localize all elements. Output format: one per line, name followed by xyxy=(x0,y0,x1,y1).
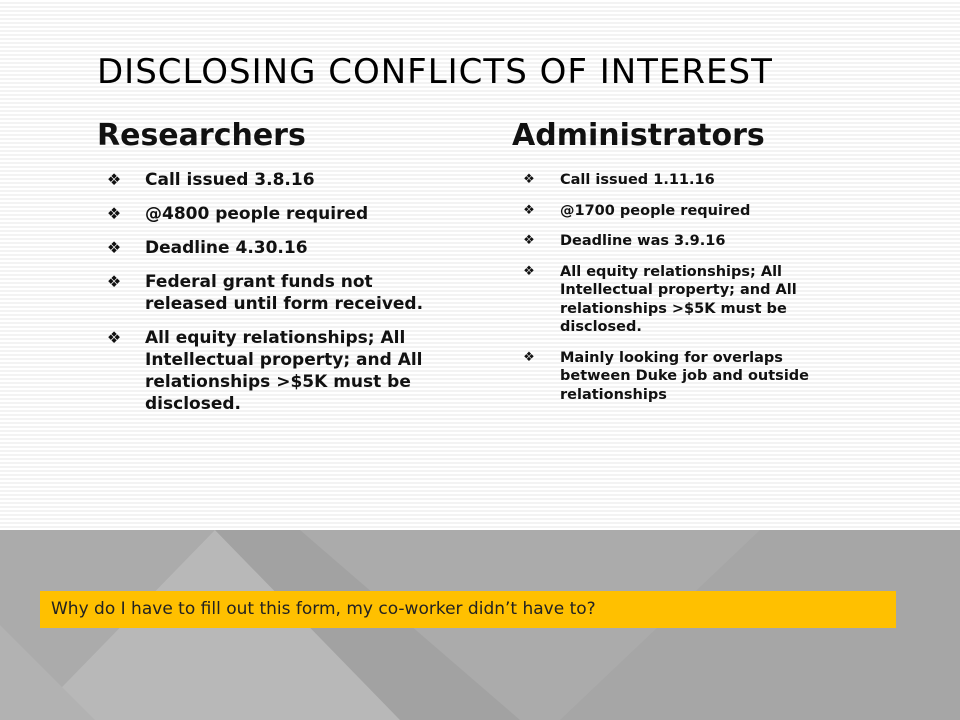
list-item xyxy=(512,232,832,251)
slide-title: DISCLOSING CONFLICTS OF INTEREST xyxy=(97,52,773,92)
diamond-bullet-icon: ❖ xyxy=(523,233,535,248)
diamond-bullet-icon: ❖ xyxy=(106,204,122,223)
administrators-list xyxy=(512,171,832,404)
list-item xyxy=(97,271,437,315)
diamond-bullet-icon: ❖ xyxy=(523,349,535,365)
list-item-text: @1700 people required xyxy=(560,202,751,219)
list-item xyxy=(512,171,832,190)
list-item-text: Deadline was 3.9.16 xyxy=(560,233,726,249)
list-item-text: All equity relationships; All Intellectual property; and All relationships >$5K must be disclosed. xyxy=(145,328,423,414)
diamond-bullet-icon: ❖ xyxy=(106,238,122,257)
diamond-bullet-icon: ❖ xyxy=(523,172,535,187)
question-banner: Why do I have to fill out this form, my co-worker didn’t have to? xyxy=(40,591,896,628)
list-item xyxy=(97,169,437,191)
list-item-text: All equity relationships; All Intellectual property; and All relationships >$5K must be disclosed. xyxy=(560,263,797,335)
list-item xyxy=(97,203,437,225)
list-item xyxy=(512,263,832,337)
list-item-text: Call issued 3.8.16 xyxy=(145,170,315,190)
diamond-bullet-icon: ❖ xyxy=(523,202,535,218)
diamond-bullet-icon: ❖ xyxy=(106,272,122,291)
administrators-column xyxy=(512,118,832,416)
list-item xyxy=(512,202,832,221)
diamond-bullet-icon: ❖ xyxy=(523,263,535,279)
list-item xyxy=(97,327,437,415)
diamond-bullet-icon: ❖ xyxy=(106,328,122,347)
list-item xyxy=(97,237,437,259)
diamond-bullet-icon: ❖ xyxy=(106,170,122,189)
researchers-heading: Researchers xyxy=(97,118,306,153)
list-item-text: Call issued 1.11.16 xyxy=(560,172,715,188)
list-item-text: Deadline 4.30.16 xyxy=(145,238,308,258)
researchers-list xyxy=(97,169,437,415)
administrators-heading: Administrators xyxy=(512,118,765,153)
list-item-text: Mainly looking for overlaps between Duke job and outside relationships xyxy=(560,349,809,403)
list-item xyxy=(512,349,832,405)
researchers-column xyxy=(97,118,437,427)
list-item-text: @4800 people required xyxy=(145,204,369,224)
list-item-text: Federal grant funds not released until form received. xyxy=(145,272,424,314)
